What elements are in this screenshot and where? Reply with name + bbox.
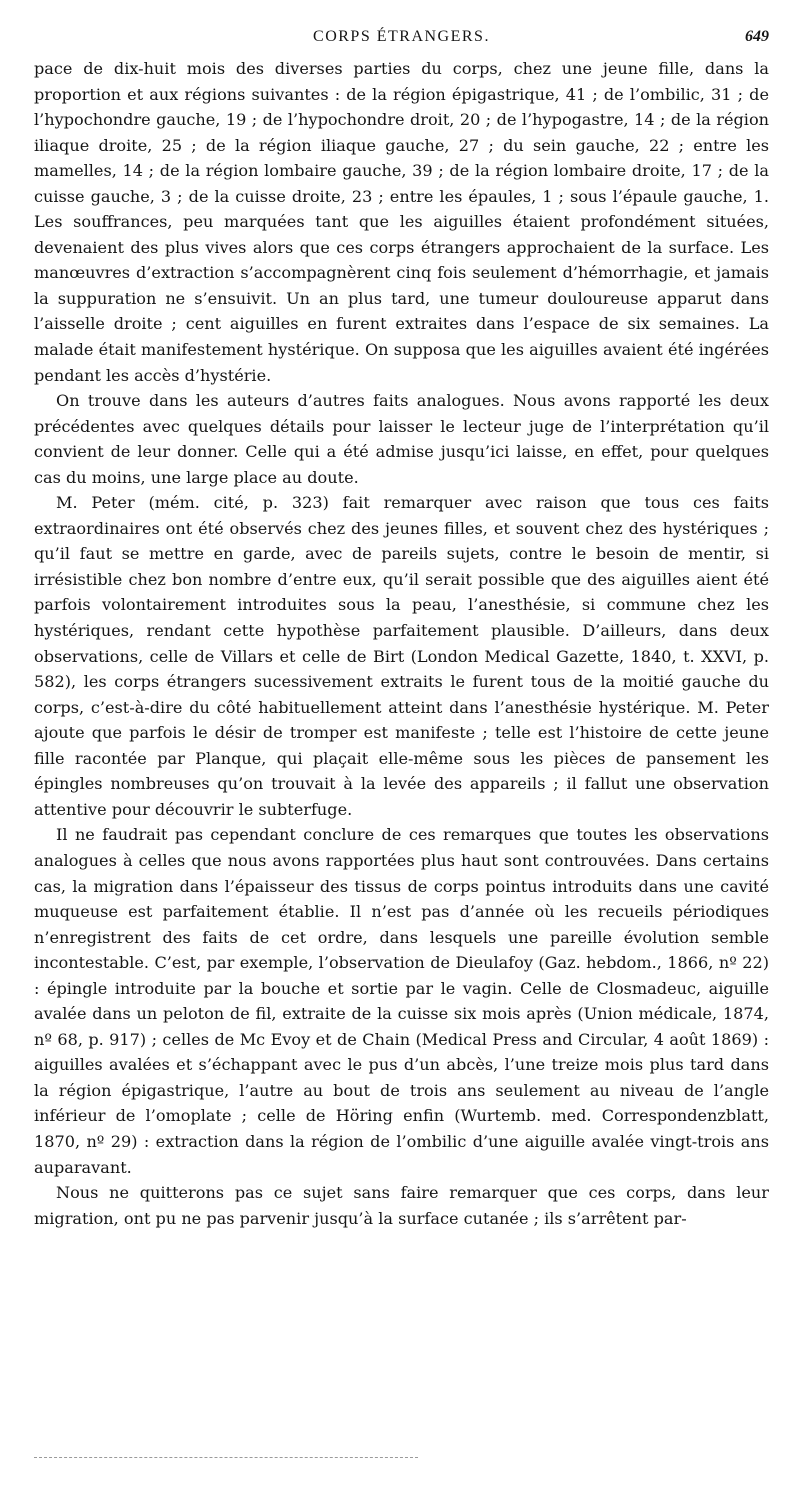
running-title: CORPS ÉTRANGERS. xyxy=(313,28,490,45)
running-header xyxy=(34,28,769,56)
paragraph-analogous-facts: On trouve dans les auteurs d’autres faits analogues. Nous avons rapporté les deux précédentes avec quelques détails pour laisser le lecteur juge de l’interprétation qu’il convient de leur donner. Celle qui a été admise jusqu’ici laisse, en effet, pour quelques cas du moins, une large place au doute. xyxy=(34,391,769,487)
book-page xyxy=(34,28,769,1231)
paragraph-migration-cases: Il ne faudrait pas cependant conclure de ces remarques que toutes les observations analogues à celles que nous avons rapportées plus haut sont controuvées. Dans certains cas, la migration dans l’épaisseur des tissus de corps pointus introduits dans une cavité muqueuse est parfaitement établie. Il n’est pas d’année où les recueils périodiques n’enregistrent des faits de cet ordre, dans lesquels une pareille évolution semble incontestable. C’est, par exemple, l’observation de Dieulafoy (Gaz. hebdom., 1866, nº 22) : épingle introduite par la bouche et sortie par le vagin. Celle de Closmadeuc, aiguille avalée dans un peloton de fil, extraite de la cuisse six mois après (Union médicale, 1874, nº 68, p. 917) ; celles de Mc Evoy et de Chain (Medical Press and Circular, 4 août 1869) : aiguilles avalées et s’échappant avec le pus d’un abcès, l’une treize mois plus tard dans la région épigastrique, l’autre au bout de trois ans seulement au niveau de l’angle inférieur de l’omoplate ; celle de Höring enfin (Wurtemb. med. Correspondenzblatt, 1870, nº 29) : extraction dans la région de l’ombilic d’une aiguille avalée vingt-trois ans auparavant. xyxy=(34,825,769,1177)
paragraph-continuation: pace de dix-huit mois des diverses parties du corps, chez une jeune fille, dans la proportion et aux régions suivantes : de la région épigastrique, 41 ; de l’ombilic, 31 ; de l’hypochondre gauche, 19 ; de l’hypochondre droit, 20 ; de l’hypogastre, 14 ; de la région iliaque droite, 25 ; de la région iliaque gauche, 27 ; du sein gauche, 22 ; entre les mamelles, 14 ; de la région lombaire gauche, 39 ; de la région lombaire droite, 17 ; de la cuisse gauche, 3 ; de la cuisse droite, 23 ; entre les épaules, 1 ; sous l’épaule gauche, 1. Les souffrances, peu marquées tant que les aiguilles étaient profondément situées, devenaient des plus vives alors que ces corps étrangers approchaient de la surface. Les manœuvres d’extraction s’accompagnèrent cinq fois seulement d’hémorrhagie, et jamais la suppuration ne s’ensuivit. Un an plus tard, une tumeur douloureuse apparut dans l’aisselle droite ; cent aiguilles en furent extraites dans l’espace de six semaines. La malade était manifestement hystérique. On supposa que les aiguilles avaient été ingérées pendant les accès d’hystérie. xyxy=(34,59,769,385)
paragraph-peter-remarks: M. Peter (mém. cité, p. 323) fait remarquer avec raison que tous ces faits extraordinaires ont été observés chez des jeunes filles, et souvent chez des hystériques ; qu’il faut se mettre en garde, avec de pareils sujets, contre le besoin de mentir, si irrésistible chez bon nombre d’entre eux, qu’il serait possible que des aiguilles aient été parfois volontairement introduites sous la peau, l’anesthésie, si commune chez les hystériques, rendant cette hypothèse parfaitement plausible. D’ailleurs, dans deux observations, celle de Villars et celle de Birt (London Medical Gazette, 1840, t. XXVI, p. 582), les corps étrangers sucessivement extraits le furent tous de la moitié gauche du corps, c’est-à-dire du côté habituellement atteint dans l’anesthésie hystérique. M. Peter ajoute que parfois le désir de tromper est manifeste ; telle est l’histoire de cette jeune fille racontée par Planque, qui plaçait elle-même sous les pièces de pansement les épingles nombreuses qu’on trouvait à la levée des appareils ; il fallut une observation attentive pour découvrir le subterfuge. xyxy=(34,493,769,819)
page-number: 649 xyxy=(745,28,769,45)
footer-rule xyxy=(34,1457,418,1458)
body-text xyxy=(34,56,769,1231)
paragraph-final: Nous ne quitterons pas ce sujet sans faire remarquer que ces corps, dans leur migration, ont pu ne pas parvenir jusqu’à la surface cutanée ; ils s’arrêtent par- xyxy=(34,1183,769,1228)
